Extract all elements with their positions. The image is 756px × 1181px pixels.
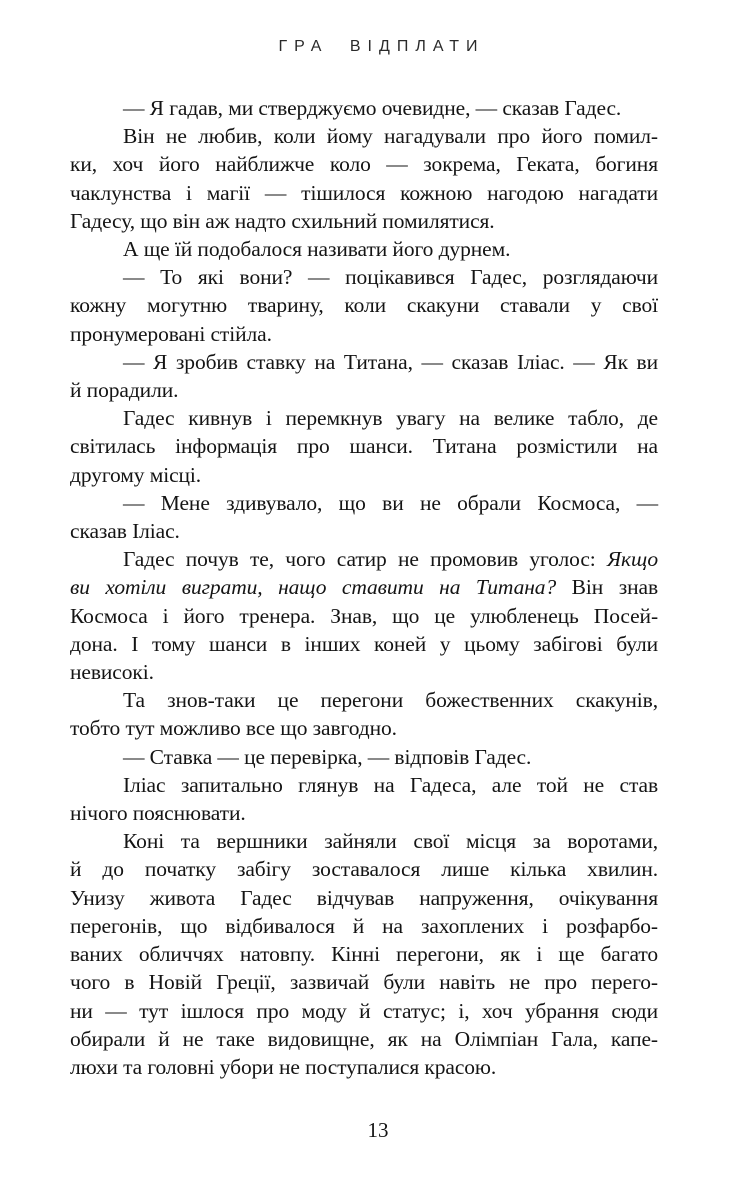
paragraph [70, 489, 658, 545]
text-segment: й до початку забігу зоставалося лише кілька хвилин. [70, 857, 658, 882]
text-line [70, 743, 658, 771]
text-line [70, 1053, 658, 1081]
text-segment: дона. І тому шанси в інших коней у цьому забігові були [70, 631, 658, 656]
text-line [70, 122, 658, 150]
paragraph [70, 235, 658, 263]
text-line [70, 150, 658, 178]
text-line [70, 348, 658, 376]
text-segment: — Я гадав, ми стверджуємо очевидне, — сказав Гадес. [123, 96, 622, 120]
paragraph [70, 771, 658, 827]
paragraph [70, 404, 658, 489]
text-line [70, 517, 658, 545]
text-segment: Він не любив, коли йому нагадували про його помил- [123, 124, 658, 149]
text-line [70, 179, 658, 207]
text-segment: Унизу живота Гадес відчував напруження, очікування [70, 885, 658, 910]
text-line [70, 602, 658, 630]
text-segment: Гадесу, що він аж надто схильний помилятися. [70, 208, 495, 233]
text-segment: чого в Новій Греції, зазвичай були навіть не про перего- [70, 970, 658, 995]
text-segment: А ще їй подобалося називати його дурнем. [123, 237, 511, 262]
text-line [70, 573, 658, 601]
text-segment: й порадили. [70, 378, 179, 403]
paragraph [70, 94, 658, 122]
text-line [70, 320, 658, 348]
paragraph [70, 122, 658, 235]
text-segment: ки, хоч його найближче коло — зокрема, Геката, богиня [70, 152, 658, 177]
italic-text-segment: ви хотіли виграти, нащо ставити на Титана? [70, 575, 572, 600]
paragraph [70, 348, 658, 404]
text-line [70, 997, 658, 1025]
text-line [70, 489, 658, 517]
text-segment: — Мене здивувало, що ви не обрали Космоса, — [123, 490, 658, 515]
running-header-title: ГРА ВІДПЛАТИ [278, 38, 485, 55]
text-line [70, 686, 658, 714]
text-line [70, 291, 658, 319]
text-segment: обирали й не таке видовищне, як на Олімпіан Гала, капе- [70, 1026, 658, 1051]
text-segment: світилась інформація про шанси. Титана розмістили на [70, 434, 658, 459]
text-segment: Коні та вершники зайняли свої місця за воротами, [123, 829, 658, 854]
text-segment: тобто тут можливо все що завгодно. [70, 716, 397, 741]
text-segment: Гадес почув те, чого сатир не промовив уголос: [123, 547, 607, 572]
paragraph [70, 827, 658, 1081]
page-number: 13 [367, 1118, 389, 1142]
text-segment: ни — тут ішлося про моду й статус; і, хоч убрання сюди [70, 998, 658, 1023]
text-line [70, 771, 658, 799]
text-segment: Гадес кивнув і перемкнув увагу на велике табло, де [123, 406, 658, 431]
paragraph [70, 263, 658, 348]
text-line [70, 968, 658, 996]
text-line [70, 940, 658, 968]
text-block [70, 94, 658, 1081]
paragraph [70, 686, 658, 742]
text-line [70, 1025, 658, 1053]
text-segment: сказав Іліас. [70, 519, 180, 544]
text-line [70, 827, 658, 855]
text-segment: Іліас запитально глянув на Гадеса, але той не став [123, 772, 658, 797]
text-line [70, 545, 658, 573]
text-segment: Та знов-таки це перегони божественних скакунів, [123, 688, 658, 713]
text-line [70, 207, 658, 235]
text-segment: люхи та головні убори не поступалися красою. [70, 1054, 497, 1079]
text-segment: ваних обличчях натовпу. Кінні перегони, як і ще багато [70, 942, 658, 967]
text-segment: другому місці. [70, 462, 202, 487]
text-line [70, 912, 658, 940]
text-line [70, 461, 658, 489]
text-line [70, 404, 658, 432]
text-line [70, 263, 658, 291]
paragraph [70, 545, 658, 686]
text-segment: Він знав [571, 575, 659, 600]
text-line [70, 94, 658, 122]
text-segment: — То які вони? — поцікавився Гадес, розглядаючи [123, 265, 658, 290]
text-line [70, 376, 658, 404]
text-line [70, 630, 658, 658]
text-segment: кожну могутню тварину, коли скакуни ставали у свої [70, 293, 658, 318]
italic-text-segment: Якщо [606, 547, 658, 572]
text-line [70, 714, 658, 742]
text-segment: перегонів, що відбивалося й на захоплених і розфарбо- [70, 913, 658, 938]
text-line [70, 884, 658, 912]
text-segment: чаклунства і магії — тішилося кожною нагодою нагадати [70, 180, 658, 205]
text-segment: Космоса і його тренера. Знав, що це улюбленець Посей- [70, 603, 658, 628]
text-line [70, 235, 658, 263]
paragraph [70, 743, 658, 771]
text-line [70, 432, 658, 460]
text-line [70, 855, 658, 883]
text-segment: нічого пояснювати. [70, 801, 246, 826]
text-segment: пронумеровані стійла. [70, 321, 272, 346]
text-line [70, 799, 658, 827]
text-segment: — Ставка — це перевірка, — відповів Гадес. [123, 744, 532, 769]
text-segment: — Я зробив ставку на Титана, — сказав Іліас. — Як ви [123, 349, 658, 374]
text-segment: невисокі. [70, 660, 154, 685]
text-line [70, 658, 658, 686]
